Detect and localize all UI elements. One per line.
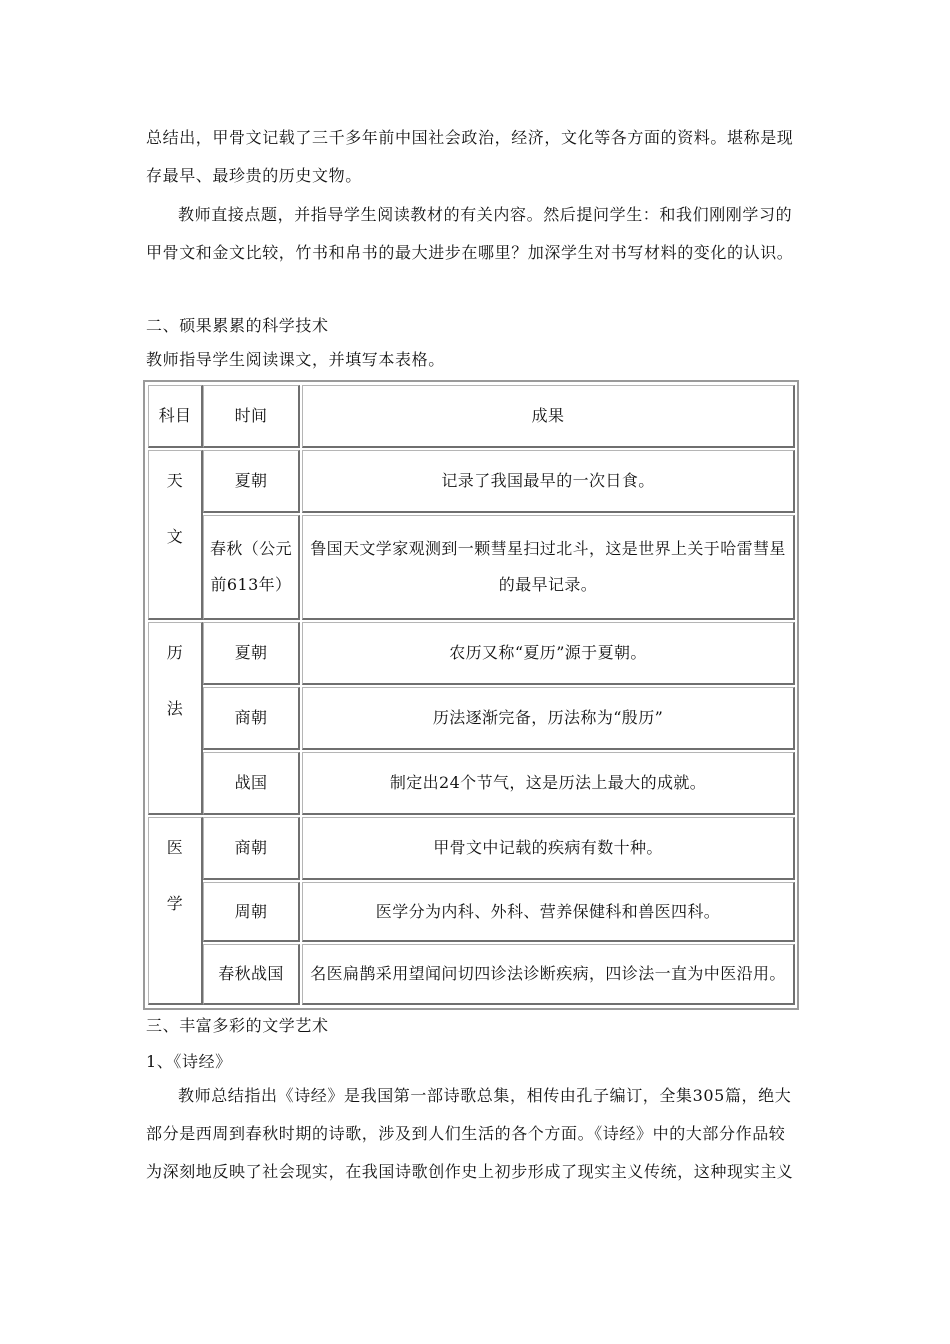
table-instruction: 教师指导学生阅读课文，并填写本表格。 [146, 350, 445, 369]
header-time: 时间 [203, 385, 300, 448]
subject-char: 文 [166, 527, 184, 546]
subject-calendar [148, 622, 203, 815]
achievement-cell: 甲骨文中记载的疾病有数十种。 [302, 817, 795, 880]
paragraph-teacher-question [146, 196, 814, 272]
time-cell: 战国 [203, 752, 300, 815]
time-cell: 周朝 [203, 882, 300, 942]
paragraph-book-of-songs [146, 1077, 814, 1191]
time-cell: 夏朝 [203, 450, 300, 513]
time-line: 春秋（公元 [209, 539, 292, 558]
time-line: 前613年） [210, 575, 292, 594]
subject-char: 天 [166, 471, 184, 490]
time-cell: 夏朝 [203, 622, 300, 685]
subject-astronomy [148, 450, 203, 620]
time-cell: 商朝 [203, 817, 300, 880]
text-line: 总结出，甲骨文记载了三千多年前中国社会政治，经济，文化等各方面的资料。堪称是现 [146, 128, 794, 147]
text-line: 教师总结指出《诗经》是我国第一部诗歌总集，相传由孔子编订，全集305篇，绝大 [178, 1086, 792, 1105]
achievement-cell: 名医扁鹊采用望闻问切四诊法诊断疾病，四诊法一直为中医沿用。 [302, 944, 795, 1005]
text-line: 教师直接点题，并指导学生阅读教材的有关内容。然后提问学生：和我们刚刚学习的 [178, 205, 793, 224]
text-line: 存最早、最珍贵的历史文物。 [146, 166, 362, 185]
achievement-cell [302, 515, 795, 620]
achievement-cell: 农历又称“夏历”源于夏朝。 [302, 622, 795, 685]
achievements-table [143, 380, 799, 1010]
subject-char: 法 [166, 699, 184, 718]
achievement-cell: 医学分为内科、外科、营养保健科和兽医四科。 [302, 882, 795, 942]
header-achievement: 成果 [302, 385, 795, 448]
section-heading-science: 二、硕果累累的科学技术 [146, 316, 329, 335]
subject-char: 历 [166, 643, 184, 662]
header-subject: 科目 [148, 385, 203, 448]
time-cell: 春秋战国 [203, 944, 300, 1005]
achievement-cell: 历法逐渐完备，历法称为“殷历” [302, 687, 795, 750]
time-cell: 商朝 [203, 687, 300, 750]
subheading-book-of-songs: 1、《诗经》 [146, 1052, 232, 1071]
achievement-line: 鲁国天文学家观测到一颗彗星扫过北斗，这是世界上关于哈雷彗星 [310, 539, 786, 558]
text-line: 部分是西周到春秋时期的诗歌，涉及到人们生活的各个方面。《诗经》中的大部分作品较 [146, 1124, 786, 1143]
achievement-cell: 制定出24个节气，这是历法上最大的成就。 [302, 752, 795, 815]
paragraph-oracle-bones [146, 119, 814, 195]
achievement-cell: 记录了我国最早的一次日食。 [302, 450, 795, 513]
subject-char: 学 [166, 894, 184, 913]
time-cell [203, 515, 300, 620]
subject-char: 医 [166, 838, 184, 857]
text-line: 甲骨文和金文比较，竹书和帛书的最大进步在哪里？加深学生对书写材料的变化的认识。 [146, 243, 794, 262]
subject-medicine [148, 817, 203, 1005]
section-heading-literature: 三、丰富多彩的文学艺术 [146, 1016, 329, 1035]
achievement-line: 的最早记录。 [498, 575, 598, 594]
text-line: 为深刻地反映了社会现实，在我国诗歌创作史上初步形成了现实主义传统，这种现实主义 [146, 1162, 794, 1181]
